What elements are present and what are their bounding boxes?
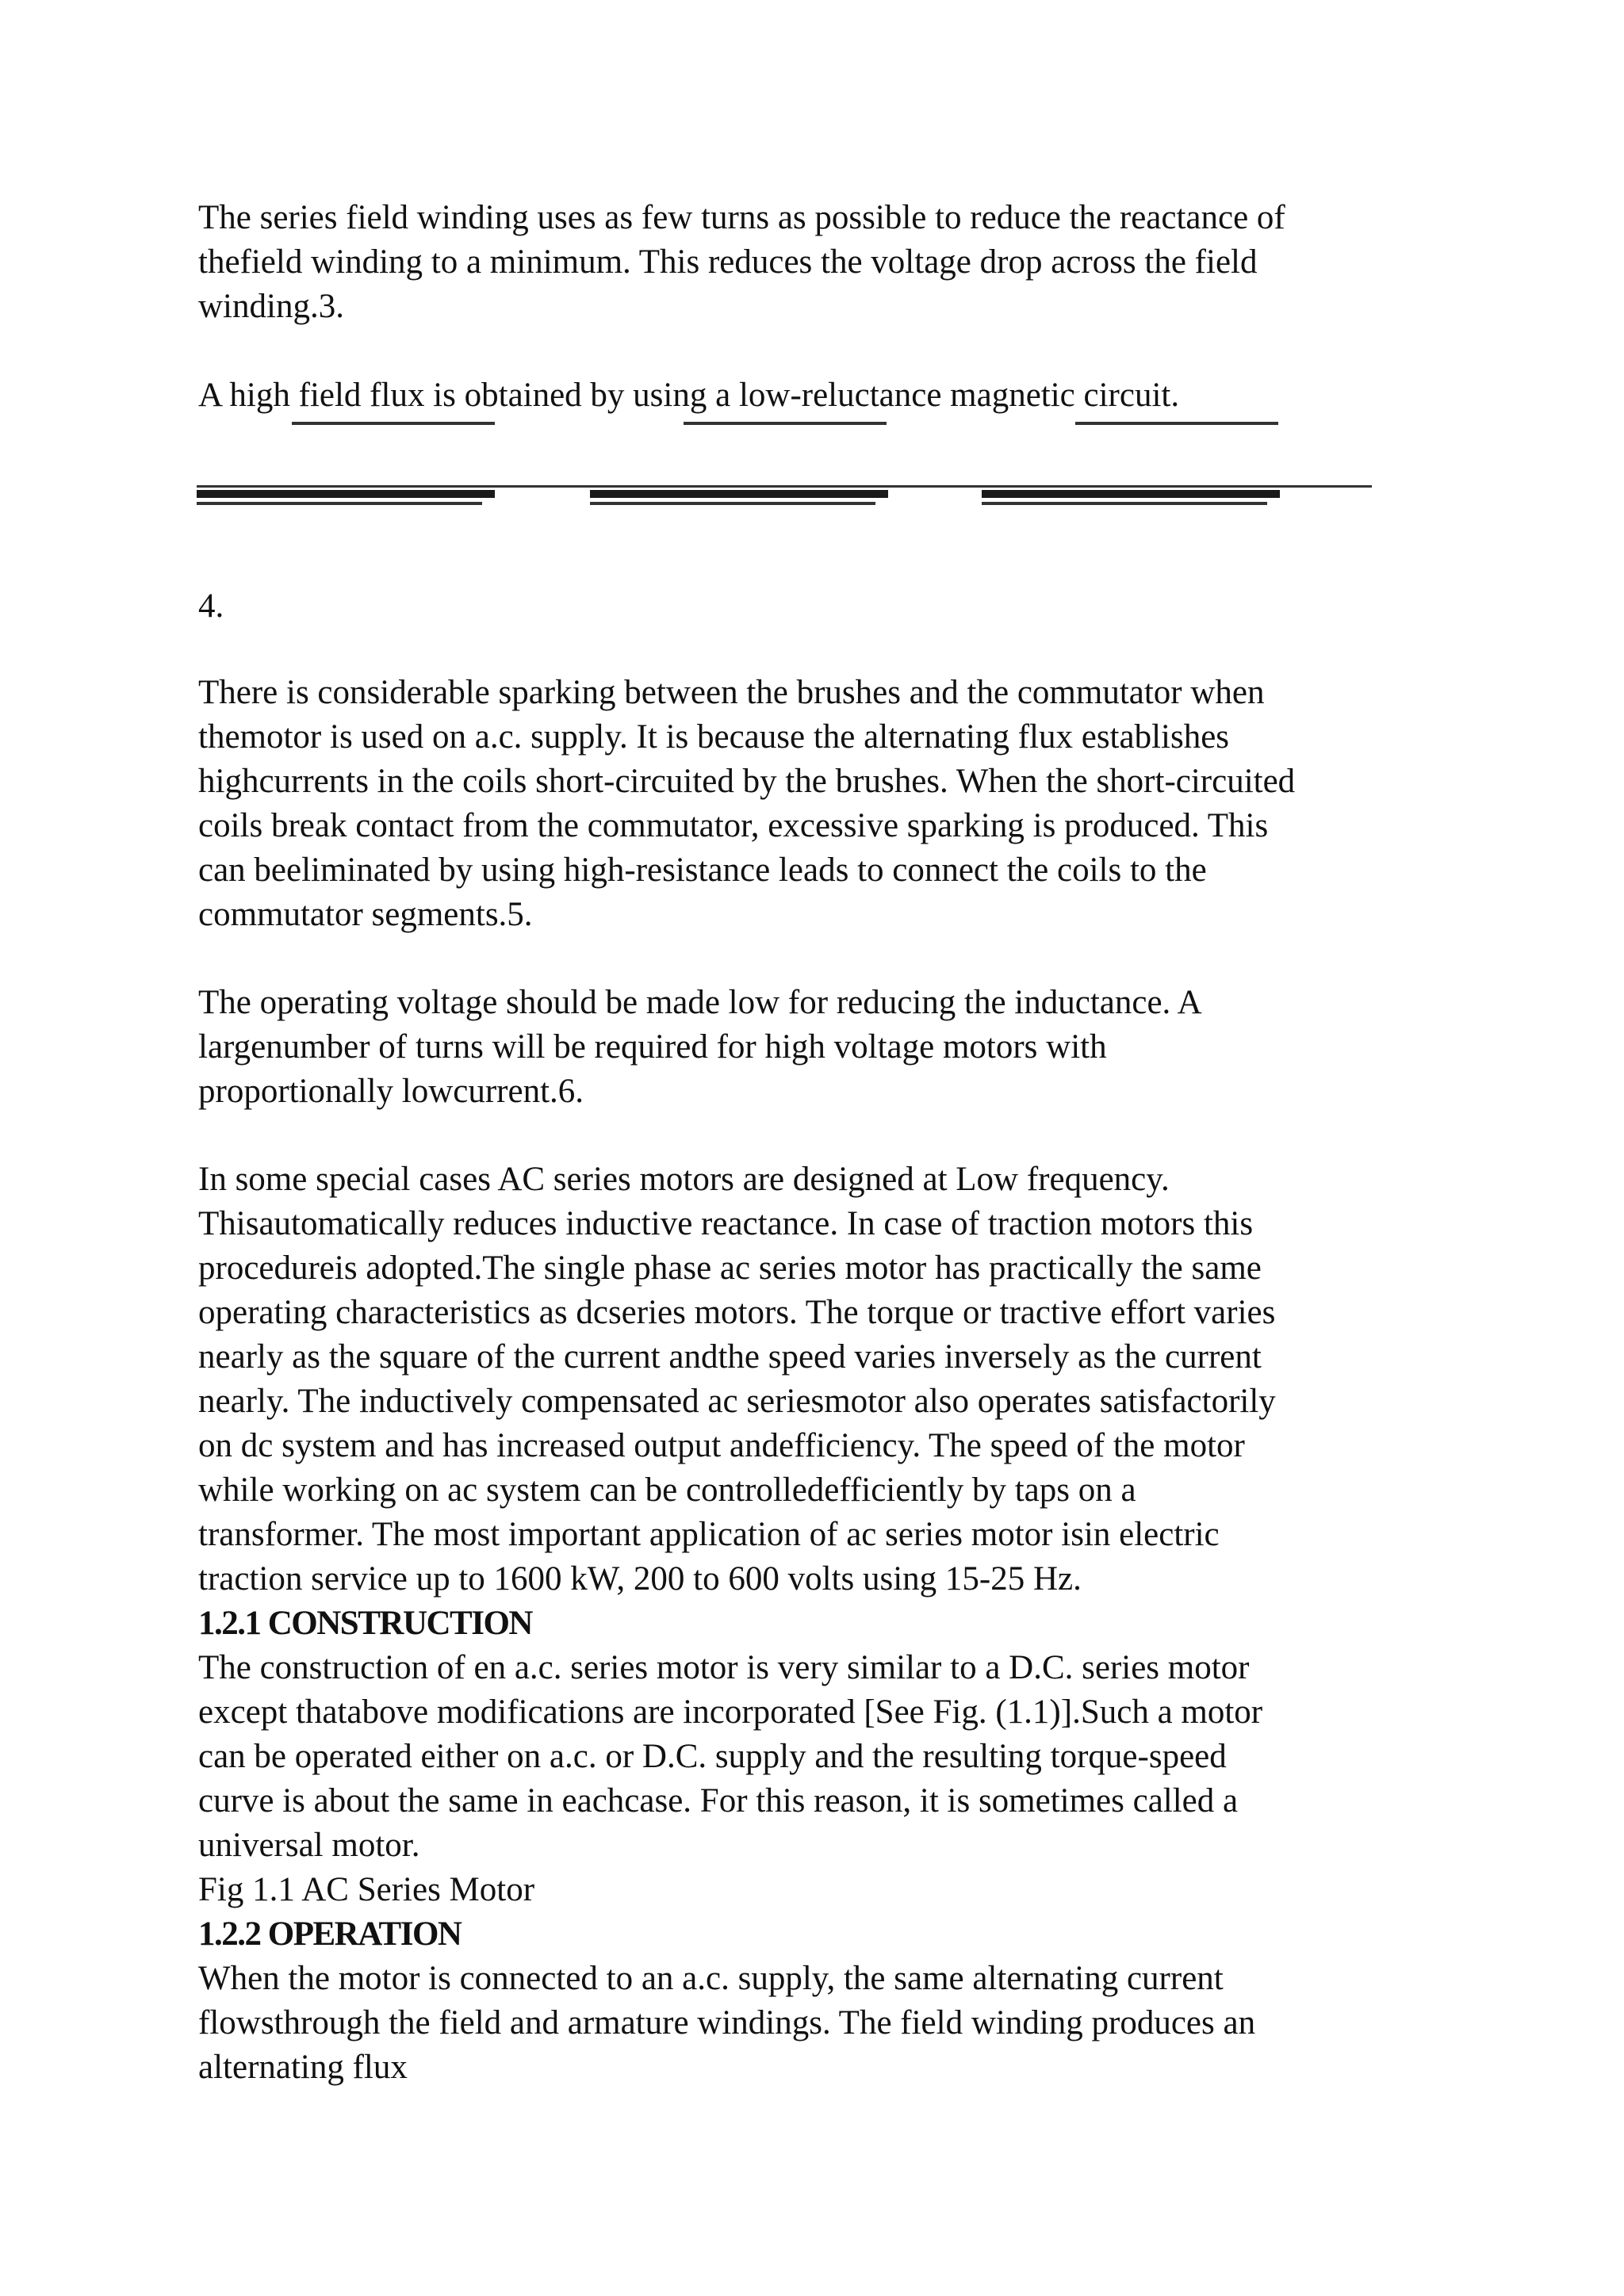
rule-segment [590,490,888,498]
text-line: The operating voltage should be made low for reducing the inductance. A [198,984,1202,1021]
text-line: thefield winding to a minimum. This reduces the voltage drop across the field [198,243,1258,281]
section-heading-construction: 1.2.1 CONSTRUCTION [198,1605,532,1642]
text-line: procedureis adopted.The single phase ac series motor has practically the same [198,1249,1262,1287]
paragraph-operating-voltage [198,981,1451,1114]
paragraph-construction [198,1646,1451,1868]
text-line: operating characteristics as dcseries motors. The torque or tractive effort varies [198,1294,1276,1331]
paragraph-low-frequency [198,1158,1451,1601]
rule-shadow [197,502,482,505]
paragraph-field-winding [198,196,1451,329]
paragraph-operation [198,1957,1451,2090]
text-line: except thatabove modifications are incorporated [See Fig. (1.1)].Such a motor [198,1693,1263,1731]
figure-caption [198,1868,1451,1912]
text-line: alternating flux [198,2049,408,2086]
paragraph-sparking [198,671,1451,937]
paragraph-field-flux [198,373,1451,418]
underline-artifact [292,422,495,425]
section-heading-operation: 1.2.2 OPERATION [198,1915,462,1953]
text-line: Fig 1.1 AC Series Motor [198,1871,535,1908]
text-line: There is considerable sparking between the brushes and the commutator when [198,674,1265,711]
rule-segment [197,490,495,498]
text-line: In some special cases AC series motors are designed at Low frequency. [198,1161,1170,1198]
text-line: proportionally lowcurrent.6. [198,1073,584,1110]
text-line: universal motor. [198,1827,420,1864]
text-line: The construction of en a.c. series motor is very similar to a D.C. series motor [198,1649,1250,1686]
text-line: on dc system and has increased output andefficiency. The speed of the motor [198,1427,1245,1464]
text-line: highcurrents in the coils short-circuited by the brushes. When the short-circuited [198,763,1296,800]
horizontal-rule [197,485,1372,488]
text-line: flowsthrough the field and armature windings. The field winding produces an [198,2004,1256,2042]
text-line: When the motor is connected to an a.c. supply, the same alternating current [198,1960,1224,1997]
text-line: curve is about the same in eachcase. For this reason, it is sometimes called a [198,1782,1239,1820]
text-line: transformer. The most important application of ac series motor isin electric [198,1516,1220,1553]
text-line: nearly as the square of the current andthe speed varies inversely as the current [198,1338,1262,1376]
rule-shadow [982,502,1267,505]
underline-artifact [1075,422,1278,425]
text-line: A high field flux is obtained by using a low-reluctance magnetic circuit. [198,377,1180,414]
text-line: traction service up to 1600 kW, 200 to 600 volts using 15-25 Hz. [198,1560,1082,1598]
item-number [198,584,1451,629]
text-line: 4. [198,587,224,625]
text-line: can be operated either on a.c. or D.C. supply and the resulting torque-speed [198,1738,1227,1775]
text-line: can beeliminated by using high-resistance leads to connect the coils to the [198,851,1207,889]
rule-segment [982,490,1280,498]
text-line: commutator segments.5. [198,896,533,933]
text-line: winding.3. [198,288,344,325]
text-line: largenumber of turns will be required for high voltage motors with [198,1028,1107,1066]
rule-shadow [590,502,875,505]
text-line: themotor is used on a.c. supply. It is because the alternating flux establishes [198,718,1230,756]
text-line: nearly. The inductively compensated ac seriesmotor also operates satisfactorily [198,1383,1276,1420]
text-line: Thisautomatically reduces inductive reactance. In case of traction motors this [198,1205,1254,1242]
underline-artifact [684,422,887,425]
text-line: while working on ac system can be controlledefficiently by taps on a [198,1471,1136,1509]
text-line: coils break contact from the commutator, excessive sparking is produced. This [198,807,1269,844]
text-line: The series field winding uses as few turns as possible to reduce the reactance of [198,199,1285,236]
